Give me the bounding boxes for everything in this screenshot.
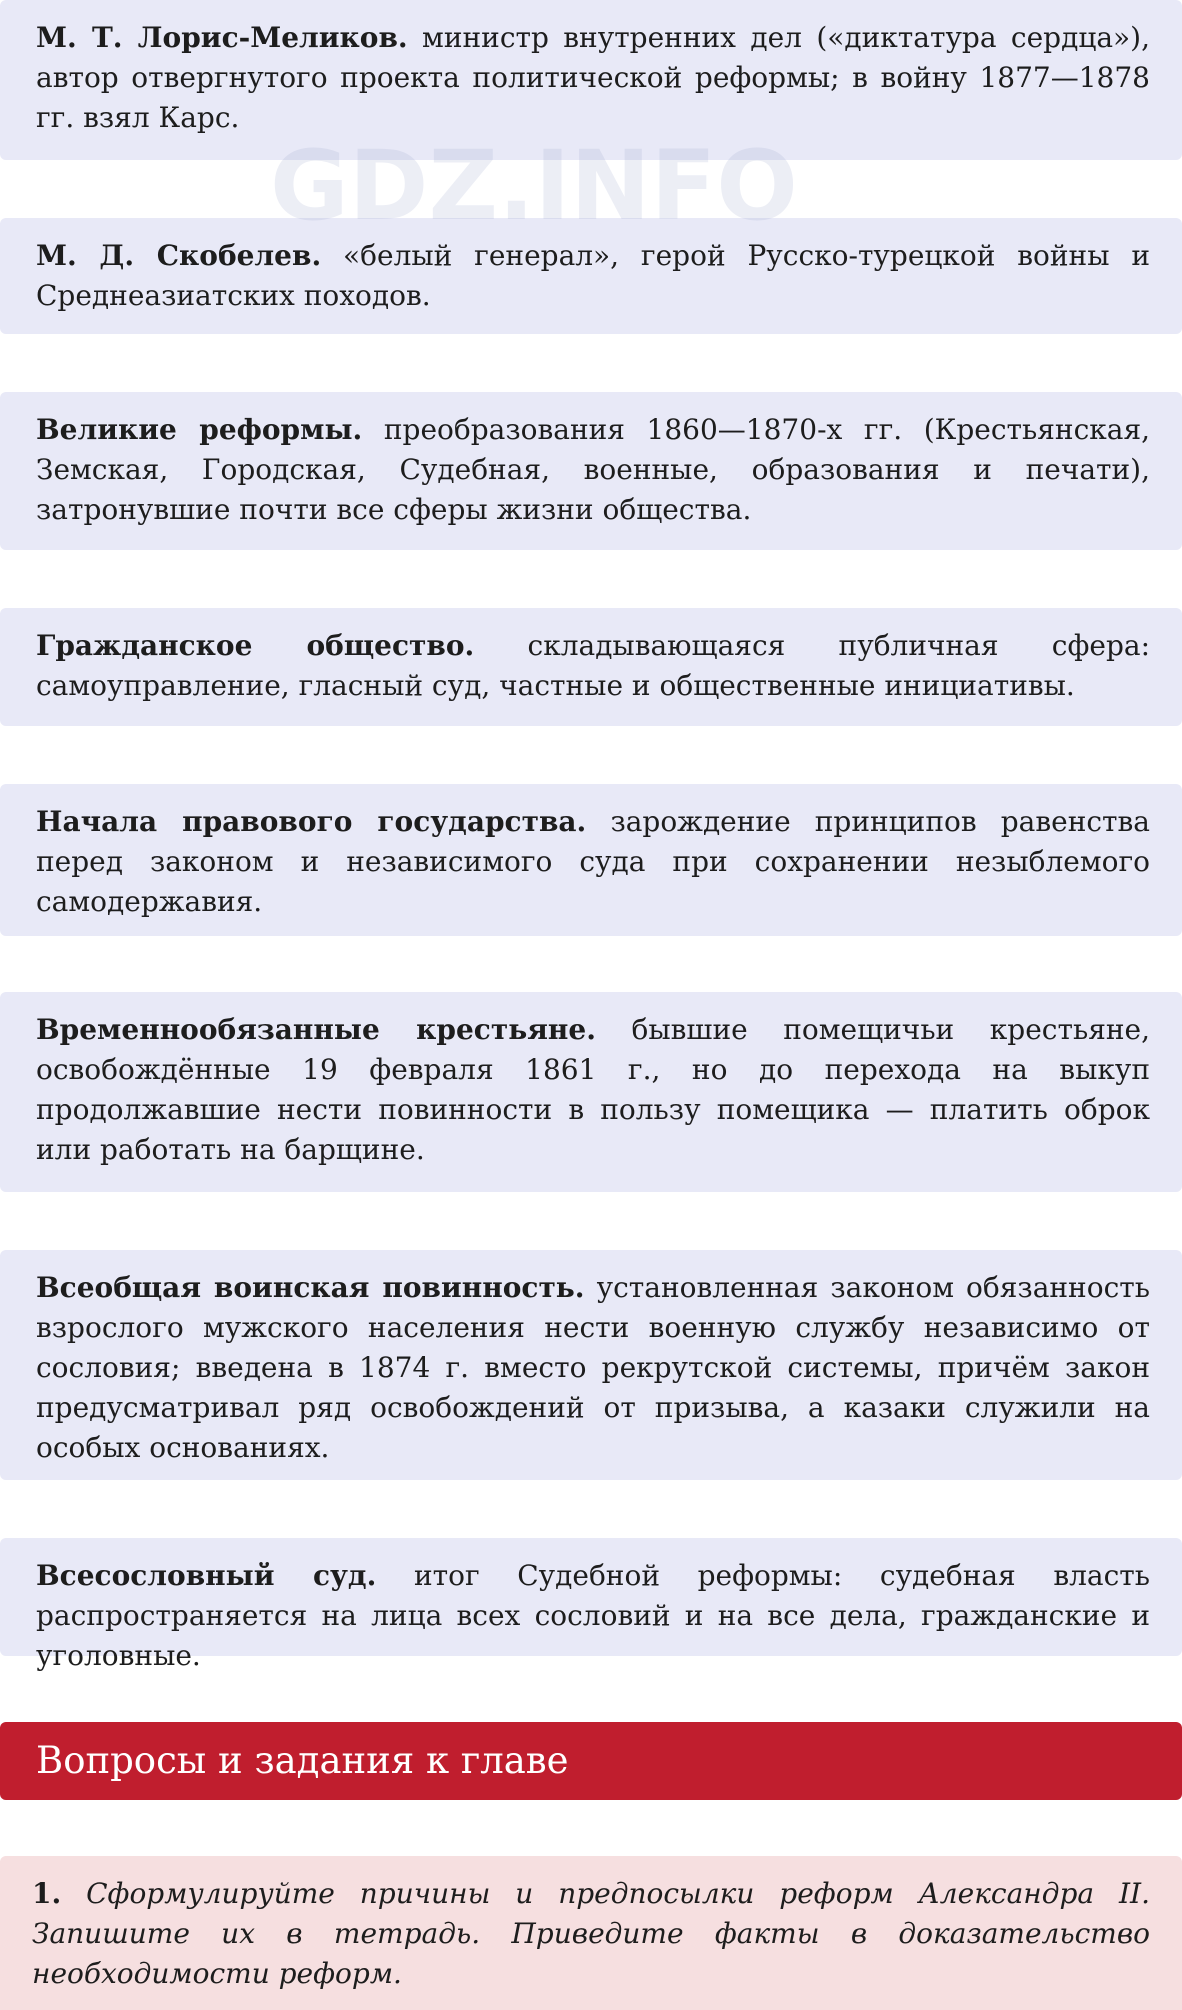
- section-header: [0, 1722, 1182, 1800]
- term-title: М. Д. Скобелев.: [36, 239, 322, 272]
- term-card: [0, 992, 1182, 1192]
- question-item: [0, 1856, 1182, 2010]
- term-card: [0, 1250, 1182, 1480]
- term-title: Временнообязанные крестьяне.: [36, 1013, 596, 1046]
- term-title: Всесословный суд.: [36, 1559, 377, 1592]
- term-title: М. Т. Лорис-Меликов.: [36, 21, 408, 54]
- section-title: Вопросы и задания к главе: [36, 1739, 569, 1782]
- term-definition: итог Судебной реформы: судебная власть распространяется на лица всех сословий и на все дела, гражданские и уголовные.: [36, 1559, 1150, 1672]
- question-text: Сформулируйте причины и предпосылки реформ Александра II. Запишите их в тетрадь. Приведите факты в доказательство необходимости реформ.: [32, 1877, 1150, 1990]
- term-title: Гражданское общество.: [36, 629, 475, 662]
- term-card: [0, 392, 1182, 550]
- term-card: [0, 218, 1182, 334]
- term-definition: «белый генерал», герой Русско-турецкой войны и Среднеазиатских походов.: [36, 239, 1150, 312]
- term-card: [0, 784, 1182, 936]
- question-number: 1.: [32, 1877, 62, 1910]
- term-definition: преобразования 1860—1870-х гг. (Крестьянская, Земская, Городская, Судебная, военные, образования и печати), затронувшие почти все сферы жизни общества.: [36, 413, 1151, 526]
- watermark-text: GDZ.INFO: [270, 130, 798, 242]
- term-definition: складывающаяся публичная сфера: самоуправление, гласный суд, частные и общественные инициативы.: [36, 629, 1151, 702]
- term-card: [0, 1538, 1182, 1672]
- term-card: [0, 0, 1182, 160]
- term-definition: установленная законом обязанность взрослого мужского населения нести военную службу независимо от сословия; введена в 1874 г. вместо рекрутской системы, причём закон предусматривал ряд освобождений от призыва, а казаки служили на особых основаниях.: [36, 1271, 1150, 1464]
- term-title: Великие реформы.: [36, 413, 363, 446]
- term-definition: бывшие помещичьи крестьяне, освобождённые 19 февраля 1861 г., но до перехода на выкуп продолжавшие нести повинности в пользу помещика — платить оброк или работать на барщине.: [36, 1013, 1150, 1166]
- term-card: [0, 608, 1182, 726]
- term-definition: зарождение принципов равенства перед законом и независимого суда при сохранении незыблемого самодержавия.: [36, 805, 1150, 918]
- term-definition: министр внутренних дел («диктатура сердца»), автор отвергнутого проекта политической реформы; в войну 1877—1878 гг. взял Карс.: [36, 21, 1150, 134]
- term-title: Начала правового государства.: [36, 805, 587, 838]
- term-title: Всеобщая воинская повинность.: [36, 1271, 585, 1304]
